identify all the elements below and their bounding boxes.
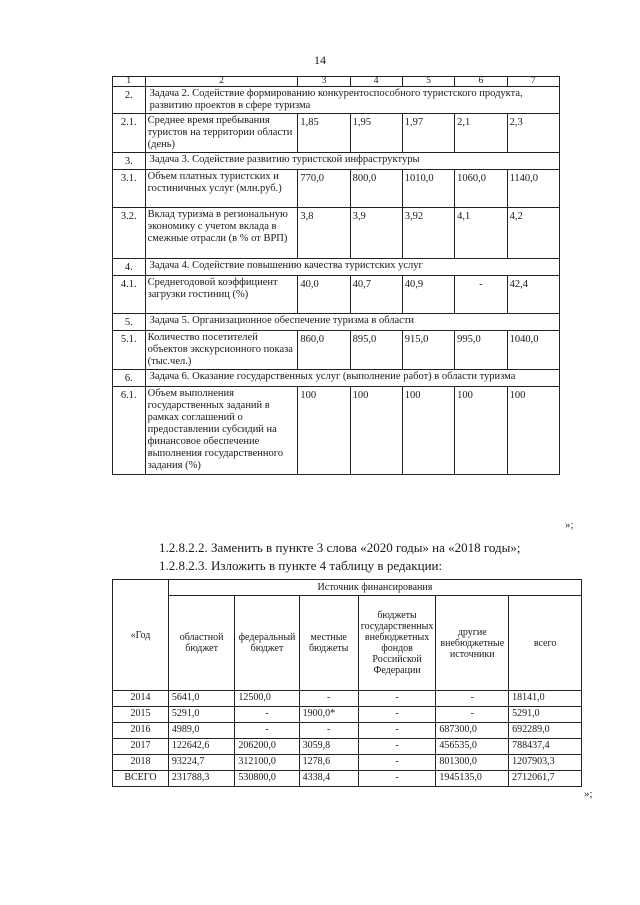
amount-cell: 312100,0 <box>235 755 299 771</box>
indicator-value: 1040,0 <box>507 331 559 370</box>
financing-table <box>112 579 582 787</box>
row-number: 3. <box>113 153 146 170</box>
indicator-description: Вклад туризма в региональную экономику с учетом вклада в смежные отрасли (в % от ВРП) <box>145 208 298 259</box>
year-cell: 2017 <box>113 739 169 755</box>
indicator-description: Количество посетителей объектов экскурсионного показа (тыс.чел.) <box>145 331 298 370</box>
table-row <box>113 755 582 771</box>
indicator-value: 800,0 <box>350 170 402 208</box>
indicator-description: Объем платных туристских и гостиничных услуг (млн.руб.) <box>145 170 298 208</box>
amount-cell: - <box>235 707 299 723</box>
amount-cell: 1900,0* <box>299 707 358 723</box>
amount-cell: - <box>358 691 436 707</box>
indicator-value: 995,0 <box>455 331 507 370</box>
amount-cell: - <box>299 723 358 739</box>
amount-cell: 1945135,0 <box>436 771 509 787</box>
amount-cell: 2712061,7 <box>509 771 582 787</box>
indicator-value: 915,0 <box>402 331 454 370</box>
header-cell: 1 <box>113 77 146 87</box>
task-row <box>113 370 560 387</box>
row-number: 3.2. <box>113 208 146 259</box>
indicator-value: 860,0 <box>298 331 350 370</box>
indicator-value: 4,2 <box>507 208 559 259</box>
row-number: 2. <box>113 87 146 114</box>
row-number: 6.1. <box>113 387 146 475</box>
amount-cell: - <box>436 707 509 723</box>
amount-cell: - <box>235 723 299 739</box>
amount-cell: 687300,0 <box>436 723 509 739</box>
task-row <box>113 314 560 331</box>
amount-cell: 18141,0 <box>509 691 582 707</box>
indicator-row <box>113 331 560 370</box>
indicator-value: 1,85 <box>298 114 350 153</box>
header-cell: 7 <box>507 77 559 87</box>
amount-cell: 231788,3 <box>168 771 234 787</box>
table-row <box>113 723 582 739</box>
amount-cell: - <box>358 739 436 755</box>
amount-cell: - <box>358 707 436 723</box>
year-cell: 2014 <box>113 691 169 707</box>
amount-cell: 5291,0 <box>509 707 582 723</box>
year-cell: ВСЕГО <box>113 771 169 787</box>
row-number: 4. <box>113 259 146 276</box>
column-header-row <box>113 596 582 691</box>
amount-cell: - <box>436 691 509 707</box>
amount-cell: 122642,6 <box>168 739 234 755</box>
task-title: Задача 5. Организационное обеспечение туризма в области <box>145 314 559 331</box>
indicator-value: 3,8 <box>298 208 350 259</box>
year-header: «Год <box>113 580 169 691</box>
year-cell: 2018 <box>113 755 169 771</box>
task-title: Задача 2. Содействие формированию конкурентоспособного туристского продукта, развитию проектов в сфере туризма <box>145 87 559 114</box>
year-cell: 2015 <box>113 707 169 723</box>
amount-cell: - <box>358 771 436 787</box>
indicator-value: 895,0 <box>350 331 402 370</box>
indicator-value: 100 <box>402 387 454 475</box>
amount-cell: 93224,7 <box>168 755 234 771</box>
paragraph: 1.2.8.2.2. Заменить в пункте 3 слова «2020 годы» на «2018 годы»; <box>159 540 521 555</box>
amount-cell: 206200,0 <box>235 739 299 755</box>
indicator-value: 4,1 <box>455 208 507 259</box>
indicator-value: 3,9 <box>350 208 402 259</box>
amount-cell: 4989,0 <box>168 723 234 739</box>
indicator-value: 40,7 <box>350 276 402 314</box>
indicator-value: 1,97 <box>402 114 454 153</box>
indicator-value: 1,95 <box>350 114 402 153</box>
task-title: Задача 6. Оказание государственных услуг (выполнение работ) в области туризма <box>145 370 559 387</box>
table-row <box>113 691 582 707</box>
header-cell: 2 <box>145 77 298 87</box>
amount-cell: 801300,0 <box>436 755 509 771</box>
indicator-value: 100 <box>298 387 350 475</box>
indicator-value: 100 <box>507 387 559 475</box>
column-header: другие внебюджетные источники <box>436 596 509 691</box>
amount-cell: 12500,0 <box>235 691 299 707</box>
column-header: областной бюджет <box>168 596 234 691</box>
year-cell: 2016 <box>113 723 169 739</box>
table-header-row <box>113 580 582 596</box>
amount-cell: 456535,0 <box>436 739 509 755</box>
amount-cell: - <box>358 755 436 771</box>
header-cell: 4 <box>350 77 402 87</box>
table-row <box>113 739 582 755</box>
indicators-table <box>112 76 560 475</box>
task-title: Задача 4. Содействие повышению качества туристских услуг <box>145 259 559 276</box>
indicator-value: 42,4 <box>507 276 559 314</box>
column-header: всего <box>509 596 582 691</box>
indicator-value: 1060,0 <box>455 170 507 208</box>
amount-cell: 1278,6 <box>299 755 358 771</box>
table-row <box>113 707 582 723</box>
row-number: 5. <box>113 314 146 331</box>
column-header: федеральный бюджет <box>235 596 299 691</box>
row-number: 5.1. <box>113 331 146 370</box>
row-number: 3.1. <box>113 170 146 208</box>
row-number: 4.1. <box>113 276 146 314</box>
amount-cell: 530800,0 <box>235 771 299 787</box>
indicator-row <box>113 114 560 153</box>
indicator-value: 2,3 <box>507 114 559 153</box>
amount-cell: - <box>299 691 358 707</box>
header-cell: 6 <box>455 77 507 87</box>
indicator-value: 2,1 <box>455 114 507 153</box>
indicator-row <box>113 276 560 314</box>
indicator-value: 40,9 <box>402 276 454 314</box>
amount-cell: 1207903,3 <box>509 755 582 771</box>
column-header: бюджеты государственных внебюджетных фондов Российской Федерации <box>358 596 436 691</box>
indicator-value: 40,0 <box>298 276 350 314</box>
task-row <box>113 259 560 276</box>
amount-cell: 3059,8 <box>299 739 358 755</box>
column-header: местные бюджеты <box>299 596 358 691</box>
indicator-value: 100 <box>455 387 507 475</box>
row-number: 2.1. <box>113 114 146 153</box>
amount-cell: 788437,4 <box>509 739 582 755</box>
table-row <box>113 771 582 787</box>
amount-cell: - <box>358 723 436 739</box>
indicator-row <box>113 387 560 475</box>
indicator-value: 1140,0 <box>507 170 559 208</box>
indicator-row <box>113 208 560 259</box>
indicator-description: Среднее время пребывания туристов на территории области (день) <box>145 114 298 153</box>
indicator-description: Среднегодовой коэффициент загрузки гостиниц (%) <box>145 276 298 314</box>
indicator-description: Объем выполнения государственных заданий в рамках соглашений о предоставлении субсидий на финансовое обеспечение выполнения государственного задания (%) <box>145 387 298 475</box>
indicator-value: - <box>455 276 507 314</box>
closing-quote: »; <box>565 519 574 531</box>
amount-cell: 692289,0 <box>509 723 582 739</box>
indicator-value: 100 <box>350 387 402 475</box>
paragraph: 1.2.8.2.3. Изложить в пункте 4 таблицу в редакции: <box>159 558 443 573</box>
task-row <box>113 153 560 170</box>
amount-cell: 4338,4 <box>299 771 358 787</box>
task-title: Задача 3. Содействие развитию туристской инфраструктуры <box>145 153 559 170</box>
table-header-row <box>113 77 560 87</box>
indicator-value: 770,0 <box>298 170 350 208</box>
indicator-value: 3,92 <box>402 208 454 259</box>
indicator-row <box>113 170 560 208</box>
closing-quote: »; <box>584 788 593 800</box>
row-number: 6. <box>113 370 146 387</box>
indicator-value: 1010,0 <box>402 170 454 208</box>
amount-cell: 5291,0 <box>168 707 234 723</box>
amount-cell: 5641,0 <box>168 691 234 707</box>
header-cell: 5 <box>402 77 454 87</box>
header-cell: 3 <box>298 77 350 87</box>
task-row <box>113 87 560 114</box>
source-header: Источник финансирования <box>168 580 581 596</box>
page-number: 14 <box>314 53 326 67</box>
